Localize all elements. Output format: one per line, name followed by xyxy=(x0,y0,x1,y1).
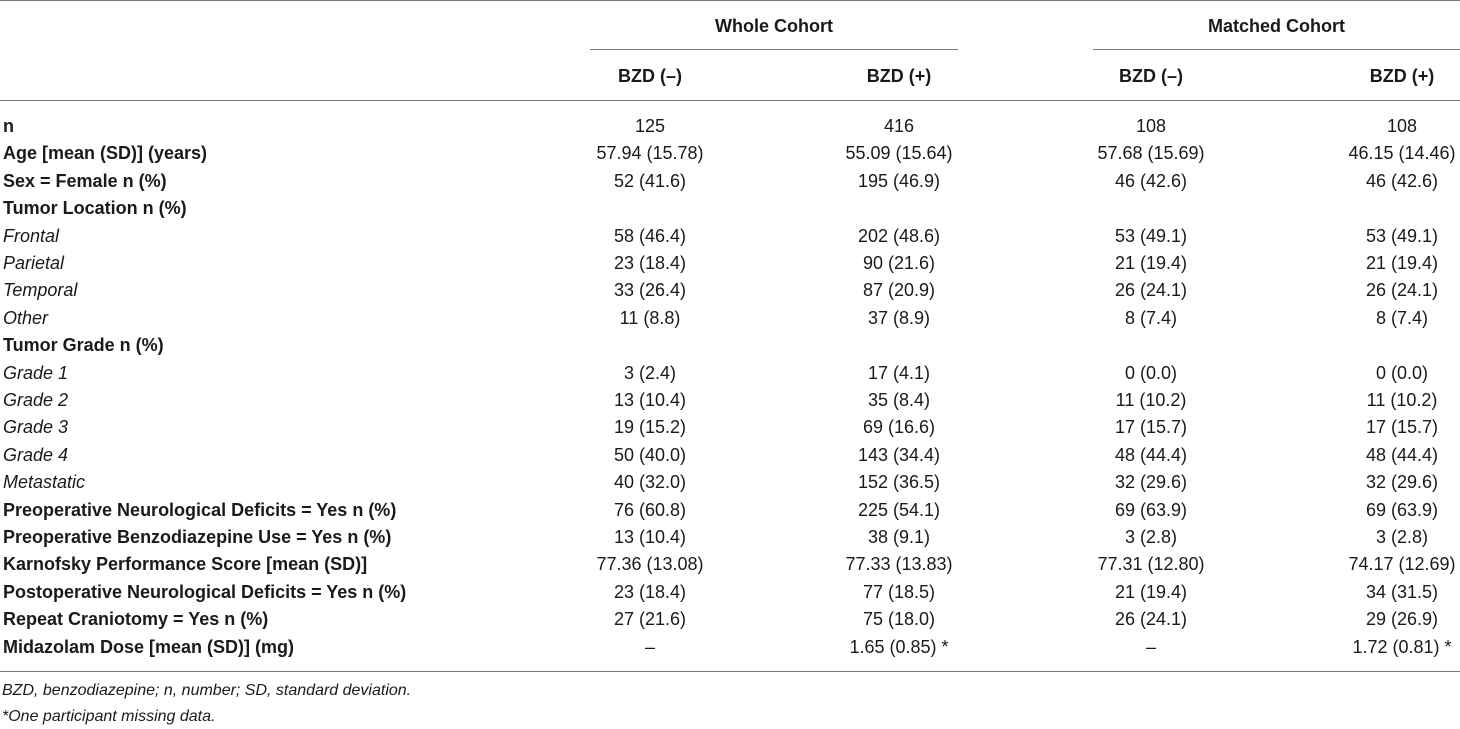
column-header-whole-bzd-pos: BZD (+) xyxy=(866,66,932,86)
column-header-matched-bzd-pos: BZD (+) xyxy=(1369,66,1435,86)
table-cell: 19 (15.2) xyxy=(613,417,687,438)
table-cell: – xyxy=(644,636,655,657)
row-label: Tumor Grade n (%) xyxy=(3,335,164,356)
group-rule-matched-cohort xyxy=(1093,49,1460,50)
table-row xyxy=(0,387,1460,414)
table-row xyxy=(0,551,1460,578)
row-label: Grade 4 xyxy=(3,444,69,465)
table-row xyxy=(0,168,1460,195)
table-cell: 77.36 (13.08) xyxy=(596,554,704,575)
table-cell: 3 (2.8) xyxy=(1124,527,1178,547)
table-cell: 11 (10.2) xyxy=(1115,390,1187,410)
table-cell: 225 (54.1) xyxy=(857,499,941,520)
group-rule-whole-cohort xyxy=(590,49,958,50)
table-cell: 26 (24.1) xyxy=(1114,280,1188,301)
row-label: Age [mean (SD)] (years) xyxy=(3,143,208,164)
table-row xyxy=(0,579,1460,606)
row-label: Preoperative Benzodiazepine Use = Yes n (%) xyxy=(3,527,392,547)
table-cell: 27 (21.6) xyxy=(613,609,687,630)
table-cell: 69 (63.9) xyxy=(1365,499,1439,520)
table-cell: 8 (7.4) xyxy=(1375,307,1429,328)
table-cell: 55.09 (15.64) xyxy=(845,143,953,164)
row-label: Frontal xyxy=(3,225,60,246)
row-label: Sex = Female n (%) xyxy=(3,170,167,191)
table-cell: 1.65 (0.85) * xyxy=(849,636,949,657)
footnote-missing-data: *One participant missing data. xyxy=(2,708,216,725)
table-cell: 0 (0.0) xyxy=(1375,362,1429,383)
table-cell: 416 xyxy=(883,116,915,136)
table-cell: 34 (31.5) xyxy=(1365,581,1439,602)
row-label: Parietal xyxy=(3,253,65,273)
table-cell: 13 (10.4) xyxy=(613,390,687,410)
table-cell: 17 (15.7) xyxy=(1114,417,1188,438)
table-row xyxy=(0,140,1460,167)
table-cell: 46 (42.6) xyxy=(1114,170,1188,191)
table-row xyxy=(0,497,1460,524)
table-cell: 202 (48.6) xyxy=(857,225,941,246)
table-cell: 77.31 (12.80) xyxy=(1097,554,1205,575)
table-row xyxy=(0,332,1460,359)
table-cell: 195 (46.9) xyxy=(857,170,941,191)
table-row xyxy=(0,223,1460,250)
footnote-abbreviations: BZD, benzodiazepine; n, number; SD, standard deviation. xyxy=(2,682,412,699)
table-cell: 46.15 (14.46) xyxy=(1348,143,1456,164)
table-cell: 77.33 (13.83) xyxy=(845,554,953,575)
table-cell: 125 xyxy=(634,116,666,136)
table-cell: 74.17 (12.69) xyxy=(1348,554,1456,575)
row-label: Other xyxy=(3,307,49,328)
table-cell: 21 (19.4) xyxy=(1114,253,1188,273)
table-cell: 33 (26.4) xyxy=(613,280,687,301)
table-cell: 143 (34.4) xyxy=(857,444,941,465)
table-cell: 17 (4.1) xyxy=(867,362,931,383)
table-cell: 21 (19.4) xyxy=(1365,253,1439,273)
table-row xyxy=(0,250,1460,277)
table-cell: 32 (29.6) xyxy=(1365,472,1439,493)
table-cell: 52 (41.6) xyxy=(613,170,687,191)
table-row xyxy=(0,113,1460,140)
table-cell: 11 (8.8) xyxy=(619,307,681,328)
row-label: Postoperative Neurological Deficits = Yes n (%) xyxy=(3,581,407,602)
table-row xyxy=(0,606,1460,633)
table-cell: 57.94 (15.78) xyxy=(596,143,704,164)
table-cell: 1.72 (0.81) * xyxy=(1352,636,1452,657)
table-top-rule xyxy=(0,0,1460,1)
table-cell: 53 (49.1) xyxy=(1365,225,1439,246)
table-cell: 26 (24.1) xyxy=(1365,280,1439,301)
table-cell: 50 (40.0) xyxy=(613,444,687,465)
row-label: Tumor Location n (%) xyxy=(3,198,187,219)
table-cell: 23 (18.4) xyxy=(613,581,687,602)
table-cell: 58 (46.4) xyxy=(613,225,687,246)
table-cell: 29 (26.9) xyxy=(1365,609,1439,630)
row-label: Repeat Craniotomy = Yes n (%) xyxy=(3,609,269,630)
table-cell: 108 xyxy=(1386,116,1418,136)
table-cell: 75 (18.0) xyxy=(862,609,936,630)
row-label: Midazolam Dose [mean (SD)] (mg) xyxy=(3,636,295,657)
table-cell: – xyxy=(1145,636,1156,657)
table-cell: 48 (44.4) xyxy=(1114,444,1188,465)
table-row xyxy=(0,277,1460,304)
table-cell: 108 xyxy=(1135,116,1167,136)
row-label: Temporal xyxy=(3,280,78,301)
row-label: Metastatic xyxy=(3,472,86,493)
table-row xyxy=(0,195,1460,222)
row-label: n xyxy=(3,116,14,136)
table-cell: 152 (36.5) xyxy=(857,472,941,493)
column-header-whole-bzd-neg: BZD (–) xyxy=(618,66,682,86)
table-cell: 57.68 (15.69) xyxy=(1097,143,1205,164)
column-header-matched-bzd-neg: BZD (–) xyxy=(1119,66,1183,86)
table-cell: 8 (7.4) xyxy=(1124,307,1178,328)
table-row xyxy=(0,360,1460,387)
table-cell: 37 (8.9) xyxy=(867,307,931,328)
table-row xyxy=(0,469,1460,496)
table-cell: 69 (16.6) xyxy=(862,417,936,438)
table-bottom-rule xyxy=(0,671,1460,672)
table-row xyxy=(0,305,1460,332)
table-cell: 3 (2.8) xyxy=(1375,527,1429,547)
group-header-matched-cohort: Matched Cohort xyxy=(1208,16,1345,36)
table-cell: 3 (2.4) xyxy=(623,362,677,383)
row-label: Grade 1 xyxy=(3,362,69,383)
table-row xyxy=(0,414,1460,441)
table-cell: 90 (21.6) xyxy=(862,253,936,273)
table-cell: 23 (18.4) xyxy=(613,253,687,273)
table-cell: 69 (63.9) xyxy=(1114,499,1188,520)
table-cell: 53 (49.1) xyxy=(1114,225,1188,246)
row-label: Preoperative Neurological Deficits = Yes n (%) xyxy=(3,499,397,520)
table-cell: 21 (19.4) xyxy=(1114,581,1188,602)
header-bottom-rule xyxy=(0,100,1460,101)
table-row xyxy=(0,524,1460,551)
row-label: Karnofsky Performance Score [mean (SD)] xyxy=(3,554,368,575)
table-cell: 40 (32.0) xyxy=(613,472,687,493)
table-cell: 13 (10.4) xyxy=(613,527,687,547)
table-cell: 11 (10.2) xyxy=(1366,390,1438,410)
table-cell: 32 (29.6) xyxy=(1114,472,1188,493)
table-cell: 17 (15.7) xyxy=(1365,417,1439,438)
table-cell: 77 (18.5) xyxy=(862,581,936,602)
table-cell: 35 (8.4) xyxy=(867,390,931,410)
table-cell: 76 (60.8) xyxy=(613,499,687,520)
table-cell: 26 (24.1) xyxy=(1114,609,1188,630)
table-row xyxy=(0,634,1460,661)
row-label: Grade 3 xyxy=(3,417,69,438)
group-header-whole-cohort: Whole Cohort xyxy=(715,16,833,36)
table-cell: 46 (42.6) xyxy=(1365,170,1439,191)
table-cell: 38 (9.1) xyxy=(867,527,931,547)
table-cell: 48 (44.4) xyxy=(1365,444,1439,465)
table-row xyxy=(0,442,1460,469)
table-cell: 0 (0.0) xyxy=(1124,362,1178,383)
table-cell: 87 (20.9) xyxy=(862,280,936,301)
row-label: Grade 2 xyxy=(3,390,69,410)
